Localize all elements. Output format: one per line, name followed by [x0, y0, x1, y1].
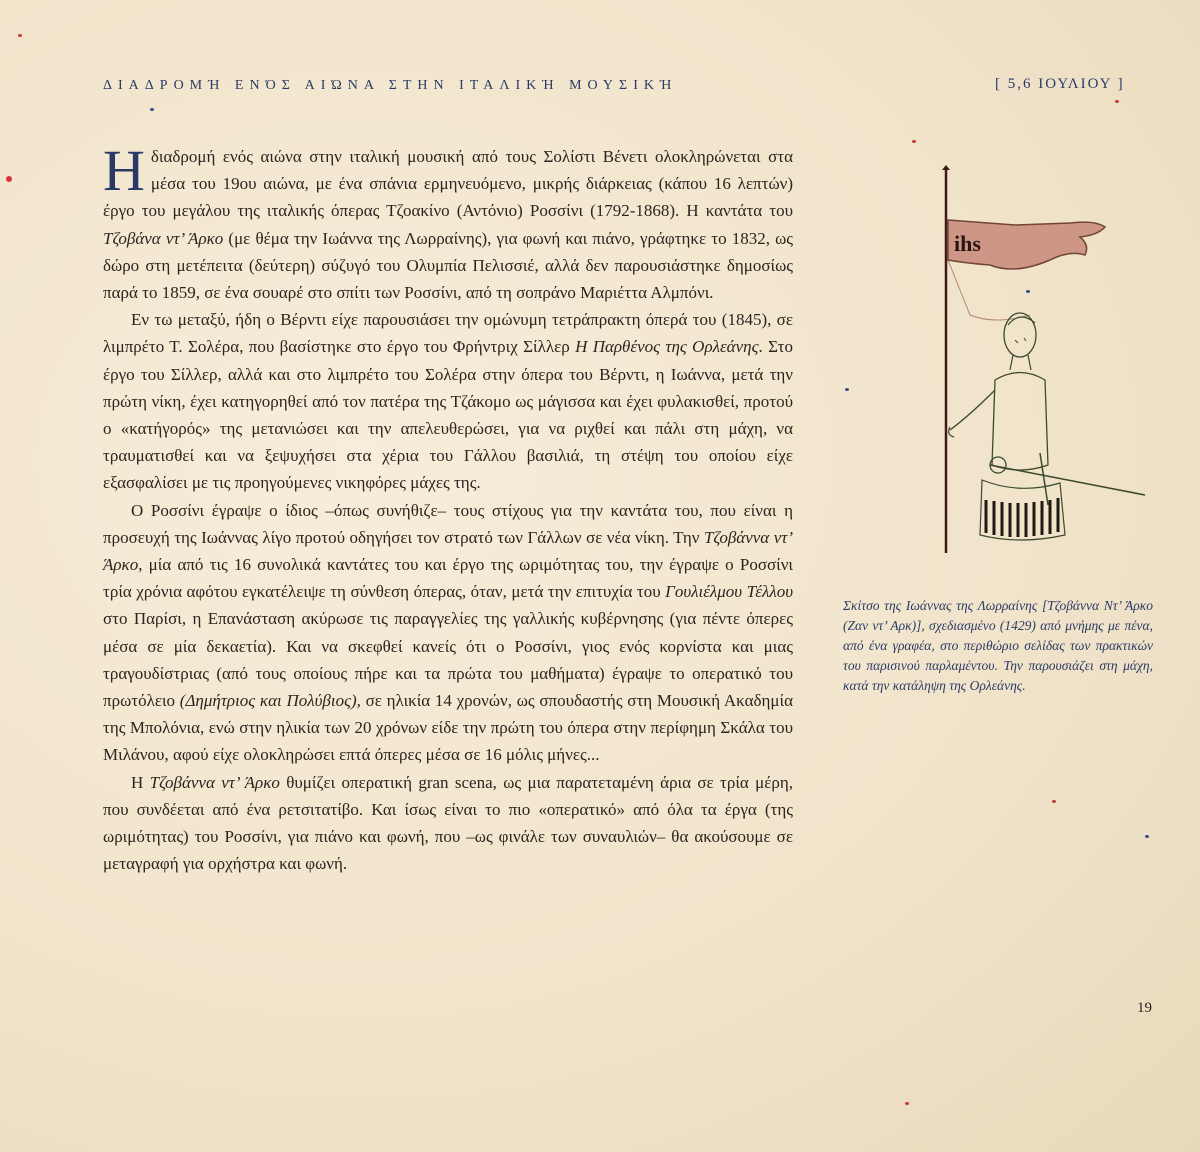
- paragraph-3-text: Ο Ροσσίνι έγραψε ο ίδιος –όπως συνήθιζε– τους στίχους για την καντάτα του, που είναι η προσευχή της Ιωάννας λίγο προτού οδηγήσει τον στρατό των Γάλλων σε νέα νίκη. Την: [103, 500, 793, 547]
- paper-fleck: [18, 34, 22, 37]
- sketch-drawing: [920, 165, 1160, 560]
- paper-fleck: [1145, 835, 1149, 838]
- joan-of-arc-sketch: [920, 165, 1160, 560]
- paper-fleck: [905, 1102, 909, 1105]
- paragraph-4-text-2: θυμίζει οπερατική gran scena, ως μια παρατεταμένη άρια σε τρία μέρη, που συνδέεται από ένα ρετσιτατίβο. Και ίσως είναι το πιο «οπερατικό» από όλα τα έργα (της ωριμότητας) του Ροσσίνι, για πιάνο και φωνή, που –ως φινάλε των συναυλιών– θα ακούσουμε σε μεταγραφή για ορχήστρα και φωνή.: [103, 772, 794, 874]
- paragraph-3-text-4: , σε ηλικία 14 χρονών, ως σπουδαστής στη Μουσική Ακαδημία της Μπολόνια, ενώ στην ηλικία των 20 χρόνων είδε την πρώτη του όπερα στην περίφημη Σκάλα του Μιλάνου, αφού είχε ολοκληρώσει επτά όπερες μέσα σε 16 μόλις μήνες...: [103, 691, 793, 765]
- paragraph-3-text-3: στο Παρίσι, η Επανάσταση ακύρωσε τις παραγγελίες της γαλλικής κυβέρνησης (για πέντε όπερες μέσα σε μία δεκαετία). Και να σκεφθεί κανείς ότι ο Ροσσίνι, γιος ενός κορνίστα και μιας τραγουδίστριας (από τους οποίους πήρε και τα πρώτα του μαθήματα) έγραψε το οπερατικό του πρωτόλειο: [103, 609, 793, 711]
- running-header-right: [ 5,6 ΙΟΥΛΙΟΥ ]: [995, 76, 1125, 92]
- paper-fleck: [150, 108, 154, 111]
- work-title: Τζοβάννα ντ’ Άρκο: [103, 527, 793, 575]
- work-title: Η Παρθένος της Ορλεάνης: [575, 337, 759, 357]
- paragraph-2: [103, 306, 793, 496]
- paragraph-4-text: Η: [131, 772, 150, 792]
- work-title: (Δημήτριος και Πολύβιος): [179, 691, 357, 711]
- paragraph-1: [103, 138, 793, 306]
- work-title: Τζοβάνα ντ’ Άρκο: [103, 228, 224, 248]
- work-title: Τζοβάννα ντ’ Άρκο: [149, 772, 280, 792]
- paper-fleck: [1026, 290, 1030, 293]
- main-text: [103, 138, 794, 877]
- banner-text: ihs: [954, 231, 981, 256]
- paragraph-2-text-2: . Στο έργο του Σίλλερ, αλλά και στο λιμπρέτο του Σολέρα στην όπερα του Βέρντι, η Ιωάννα, μετά την πρώτη νίκη, έχει κατηγορηθεί από τον πατέρα της Τζάκομο ως μάγισσα και έχει φυλακισθεί, προτού ο «κατήγορός» της μετανιώσει και την απελευθερώσει, για να ριχθεί και πάλι στη μάχη, να τραυματισθεί και να ξεψυχήσει στα χέρια του Γάλλου βασιλιά, τη στέψη του οποίου είχε εξασφαλίσει με τις προηγούμενες νικηφόρες μάχες της.: [103, 337, 794, 493]
- paper-fleck: [912, 140, 916, 143]
- figure-caption: Σκίτσο της Ιωάννας της Λωρραίνης [Τζοβάννα Ντ’ Άρκο (Ζαν ντ’ Αρκ)], σχεδιασμένο (1429) από μνήμης με πένα, από ένα γραφέα, στο περιθώριο σελίδας των πρακτικών του παρισινού παρλαμέντου. Την παρουσιάζει στη μάχη, κατά την κατάληψη της Ορλεάνης.: [843, 598, 1153, 693]
- paragraph-3: [103, 497, 793, 769]
- paper-fleck: [845, 388, 849, 391]
- paragraph-1-text-2: (με θέμα την Ιωάννα της Λωρραίνης), για φωνή και πιάνο, γράφτηκε το 1832, ως δώρο στη μετέπειτα (δεύτερη) σύζυγό του Ολυμπία Πελισσιέ, αλλά δεν παρουσιάστηκε δημοσίως παρά το 1859, σε ένα σουαρέ στο σπίτι των Ροσσίνι, από τη σοπράνο Μαριέττα Αλμπόνι.: [103, 228, 793, 303]
- paper-fleck: [1115, 100, 1119, 103]
- paragraph-1-text: διαδρομή ενός αιώνα στην ιταλική μουσική από τους Σολίστι Βένετι ολοκληρώνεται στα μέσα του 19ου αιώνα, με ένα σπάνια ερμηνευόμενο, μικρής διάρκειας (κάπου 16 λεπτών) έργο του μεγάλου της ιταλικής όπερας Τζοακίνο (Αντόνιο) Ροσσίνι (1792-1868). Η καντάτα του: [103, 147, 793, 221]
- paragraph-3-text-2: , μία από τις 16 συνολικά καντάτες του και έργο της ωριμότητας του, την έγραψε ο Ροσσίνι τρία χρόνια αφότου εγκατέλειψε τη σύνθεση όπερας, όταν, μετά την επιτυχία του: [103, 555, 793, 602]
- running-header-left: ΔΙΑΔΡΟΜΉ ΕΝΌΣ ΑΙΏΝΑ ΣΤΗΝ ΙΤΑΛΙΚΉ ΜΟΥΣΙΚΉ: [103, 78, 678, 93]
- work-title: Γουλιέλμου Τέλλου: [665, 582, 793, 602]
- page-number: 19: [1137, 1000, 1152, 1016]
- paper-fleck: [6, 176, 12, 182]
- paragraph-2-text: Εν τω μεταξύ, ήδη ο Βέρντι είχε παρουσιάσει την ομώνυμη τετράπρακτη όπερά του (1845), σε λιμπρέτο Τ. Σολέρα, που βασίστηκε στο έργο του Φρήντριχ Σίλλερ: [103, 310, 793, 357]
- paper-fleck: [1052, 800, 1056, 803]
- drop-cap: Η: [103, 138, 145, 203]
- paragraph-4: [103, 769, 793, 878]
